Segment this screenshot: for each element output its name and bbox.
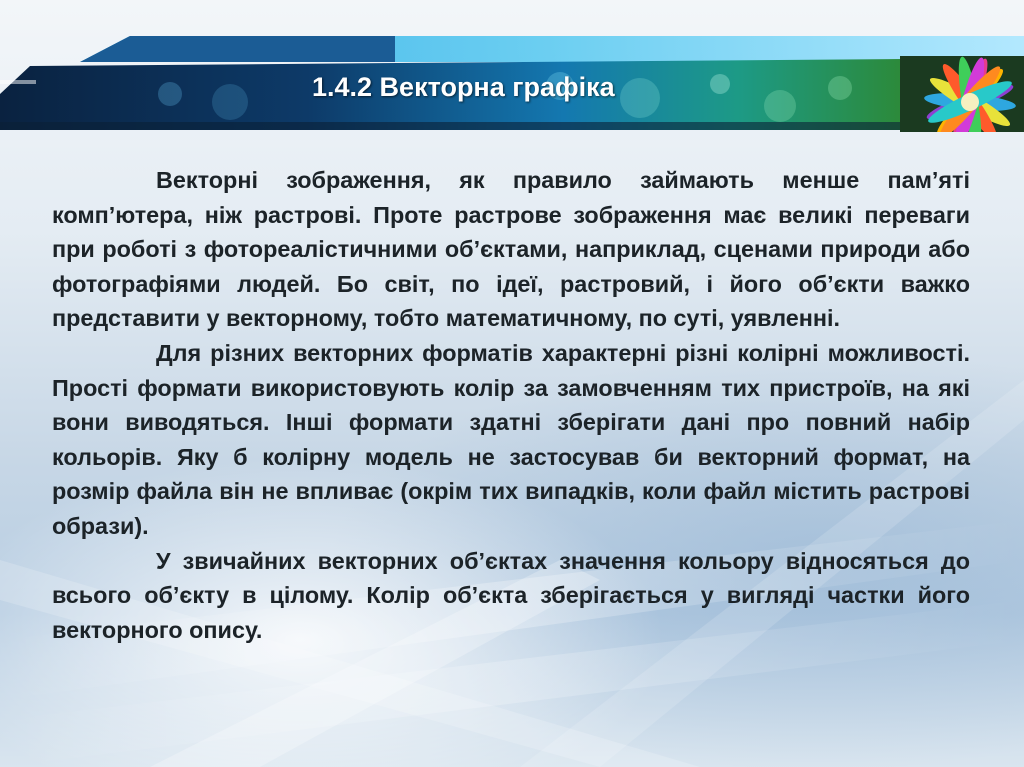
- paragraph-3: У звичайних векторних об’єктах значення кольору відносяться до всього об’єкту в цілому. Колір об’єкта зберігається у вигляді частки його векторного опису.: [52, 547, 970, 643]
- slide-title: 1.4.2 Векторна графіка: [312, 72, 615, 102]
- slide-body: [52, 163, 970, 647]
- paragraph-2: Для різних векторних форматів характерні різні колірні можливості. Прості формати використовують колір за замовченням тих пристроїв, на які вони виводяться. Інші формати здатні зберігати дані про повний набір кольорів. Яку б колірну модель не застосував би векторний формат, на розмір файла він не впливає (окрім тих випадків, коли файл містить растрові образи).: [52, 339, 970, 539]
- flower-photo-icon: [900, 56, 1024, 132]
- paragraph-1: Векторні зображення, як правило займають менше пам’яті комп’ютера, ніж растрові. Проте растрове зображення має великі переваги при роботі з фотореалістичними об’єктами, наприклад, сценами природи або фотографіями людей. Бо світ, по ідеї, растровий, і його об’єкти важко представити у векторному, тобто математичному, по суті, уявленні.: [52, 167, 970, 332]
